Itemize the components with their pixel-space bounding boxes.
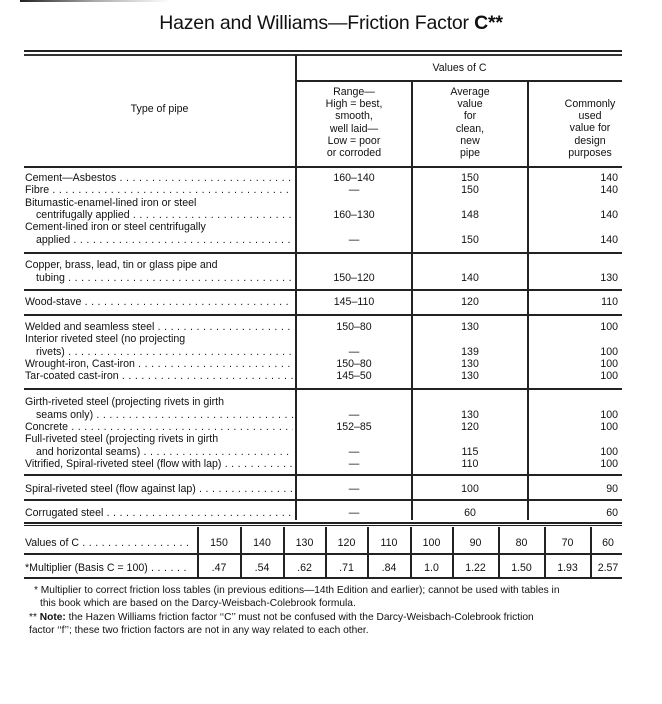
multiplier-cell: .54 xyxy=(254,562,270,574)
c-value-cell: 110 xyxy=(380,537,398,549)
header-common xyxy=(555,98,625,159)
c-value-cell: 120 xyxy=(337,537,356,549)
range-value: — xyxy=(348,184,360,196)
range-value: 145–50 xyxy=(336,370,372,382)
average-value: 100 xyxy=(461,483,479,495)
pipe-type-label: Interior riveted steel (no projecting xyxy=(25,333,186,345)
multiplier-cell: .62 xyxy=(297,562,312,574)
pipe-type-label-cont: seams only) . . . xyxy=(25,409,293,421)
header-range-line: or corroded xyxy=(326,147,382,160)
c-value-cell: 60 xyxy=(602,537,614,549)
common-value: 130 xyxy=(600,272,618,284)
table-top-rule xyxy=(24,50,622,52)
average-value: 115 xyxy=(461,446,479,458)
scan-edge-artifact xyxy=(20,0,170,2)
header-type-of-pipe: Type of pipe xyxy=(130,103,189,115)
range-value: 150–120 xyxy=(333,272,375,284)
header-common-line: value for xyxy=(569,122,611,135)
common-value: 100 xyxy=(600,446,618,458)
pipe-type-label-cont: centrifugally applied . . . xyxy=(25,209,293,221)
range-value: — xyxy=(348,346,360,358)
pipe-type-label: Concrete . . . xyxy=(25,421,293,433)
main-table-bottom-rule xyxy=(24,522,622,524)
pipe-type-label: Cement—Asbestos . . . xyxy=(25,172,293,184)
header-range-line: well laid— xyxy=(329,122,379,135)
group-divider xyxy=(24,474,622,476)
header-bottom-rule xyxy=(24,166,622,168)
c-value-cell: 100 xyxy=(422,537,441,549)
header-average-line: pipe xyxy=(459,147,481,160)
c-value-cell: 140 xyxy=(253,537,271,549)
common-value: 140 xyxy=(600,209,618,221)
group-divider xyxy=(24,388,622,390)
pipe-type-label: Copper, brass, lead, tin or glass pipe and xyxy=(25,259,218,271)
range-value: — xyxy=(348,409,360,421)
pipe-type-label: Corrugated steel . . . xyxy=(25,507,293,519)
header-common-line: design xyxy=(574,134,606,147)
header-range-line: Low = poor xyxy=(327,134,381,147)
pipe-type-label: Girth-riveted steel (projecting rivets in girth xyxy=(25,396,225,408)
multiplier-cell: .84 xyxy=(381,562,397,574)
pipe-type-label: Full-riveted steel (projecting rivets in girth xyxy=(25,433,219,445)
average-value: 150 xyxy=(461,184,479,196)
average-value: 120 xyxy=(461,296,479,308)
values-of-c-label: Values of C . . . xyxy=(25,537,190,549)
page-title xyxy=(0,12,662,35)
average-value: 140 xyxy=(461,272,479,284)
footnote-note-line1: ** Note: the Hazen Williams friction factor ‘‘C’’ must not be confused with the Darcy-Weisbach-Colebrook friction xyxy=(29,612,534,623)
pipe-type-label: Welded and seamless steel . . . xyxy=(25,321,293,333)
multiplier-table-mid-rule xyxy=(24,553,622,555)
range-value: — xyxy=(348,507,360,519)
group-divider xyxy=(24,314,622,316)
group-divider xyxy=(24,252,622,254)
average-value: 150 xyxy=(461,172,479,184)
average-value: 130 xyxy=(461,321,479,333)
common-value: 100 xyxy=(600,409,618,421)
average-value: 130 xyxy=(461,358,479,370)
pipe-type-label-cont: and horizontal seams) . . . xyxy=(25,446,293,458)
multiplier-label: *Multiplier (Basis C = 100) . . . xyxy=(25,562,190,574)
group-divider xyxy=(24,499,622,501)
pipe-type-label: Tar-coated cast-iron . . . xyxy=(25,370,293,382)
common-value: 140 xyxy=(600,172,618,184)
header-values-of-c: Values of C xyxy=(432,62,487,74)
header-average-line: new xyxy=(460,134,480,147)
multiplier-cell: .71 xyxy=(339,562,354,574)
multiplier-table-bottom-rule xyxy=(24,577,622,579)
range-value: — xyxy=(348,483,360,495)
range-value: 150–80 xyxy=(336,358,372,370)
multiplier-cell: .47 xyxy=(211,562,227,574)
multiplier-cell: 1.93 xyxy=(557,562,578,574)
c-value-cell: 150 xyxy=(210,537,228,549)
pipe-type-label-cont: tubing . . . xyxy=(25,272,293,284)
header-average xyxy=(413,86,527,159)
c-value-cell: 70 xyxy=(561,537,574,549)
common-value: 140 xyxy=(600,234,618,246)
average-value: 148 xyxy=(461,209,479,221)
average-value: 60 xyxy=(464,507,476,519)
footnote-multiplier-line1: * Multiplier to correct friction loss tables (in previous editions—14th Edition and earlier); cannot be used with tables in xyxy=(34,585,560,596)
header-average-line: for xyxy=(463,110,477,123)
range-value: 160–130 xyxy=(333,209,375,221)
avg-common-divider xyxy=(527,80,529,520)
title-bold-symbol: C** xyxy=(474,12,503,34)
multiplier-cell: 1.22 xyxy=(465,562,486,574)
values-of-c-underline xyxy=(295,80,622,82)
c-value-cell: 130 xyxy=(295,537,314,549)
average-value: 130 xyxy=(461,409,479,421)
average-value: 150 xyxy=(461,234,479,246)
common-value: 110 xyxy=(601,296,618,308)
pipe-type-label: Wood-stave . . . xyxy=(25,296,293,308)
average-value: 130 xyxy=(461,370,479,382)
range-value: 150–80 xyxy=(336,321,372,333)
multiplier-cell: 2.57 xyxy=(597,562,619,574)
pipe-type-label: Spiral-riveted steel (flow against lap) . . . xyxy=(25,483,293,495)
common-value: 100 xyxy=(600,321,618,333)
header-common-line: used xyxy=(578,110,602,123)
group-divider xyxy=(24,289,622,291)
average-value: 110 xyxy=(461,458,479,470)
range-value: — xyxy=(348,458,360,470)
pipe-type-label: Bitumastic-enamel-lined iron or steel xyxy=(25,197,197,209)
main-table-bottom-rule-2 xyxy=(24,525,622,526)
range-value: 145–110 xyxy=(333,296,375,308)
common-value: 100 xyxy=(600,458,618,470)
header-average-line: value xyxy=(457,98,483,111)
footnote-multiplier-line2: this book which are based on the Darcy-Weisbach-Colebrook formula. xyxy=(40,598,356,609)
common-value: 100 xyxy=(600,370,618,382)
range-value: — xyxy=(348,234,360,246)
header-common-line: purposes xyxy=(568,146,612,159)
pipe-type-label: Cement-lined iron or steel centrifugally xyxy=(25,221,206,233)
c-value-cell: 80 xyxy=(515,537,528,549)
common-value: 100 xyxy=(600,346,618,358)
c-value-cell: 90 xyxy=(469,537,482,549)
title-text: Hazen and Williams—Friction Factor xyxy=(159,12,475,34)
common-value: 90 xyxy=(606,483,618,495)
multiplier-cell: 1.50 xyxy=(511,562,532,574)
common-value: 60 xyxy=(606,507,618,519)
common-value: 100 xyxy=(600,421,618,433)
pipe-type-label: Fibre . . . xyxy=(25,184,293,196)
range-value: 152–85 xyxy=(336,421,372,433)
multiplier-cell: 1.0 xyxy=(424,562,439,574)
header-average-line: clean, xyxy=(455,122,485,135)
average-value: 139 xyxy=(461,346,479,358)
range-value: 160–140 xyxy=(333,172,375,184)
common-value: 140 xyxy=(600,184,618,196)
header-average-line: Average xyxy=(450,86,490,98)
header-range xyxy=(297,86,411,159)
header-range-line: Range— xyxy=(333,86,375,98)
common-value: 100 xyxy=(600,358,618,370)
header-common-line: Commonly xyxy=(564,98,616,110)
pipe-type-label-cont: applied . . . xyxy=(25,234,293,246)
average-value: 120 xyxy=(461,421,479,433)
pipe-type-label: Wrought-iron, Cast-iron . . . xyxy=(25,358,293,370)
header-range-line: smooth, xyxy=(335,110,373,123)
table-top-rule-2 xyxy=(24,54,622,56)
header-range-line: High = best, xyxy=(325,98,383,111)
footnote-note-line2: factor ‘‘f’’; these two friction factors are not in any way related to each other. xyxy=(29,625,369,636)
pipe-type-label: Vitrified, Spiral-riveted steel (flow with lap) . . . xyxy=(25,458,293,470)
pipe-type-label-cont: rivets) . . . xyxy=(25,346,293,358)
range-value: — xyxy=(348,446,360,458)
